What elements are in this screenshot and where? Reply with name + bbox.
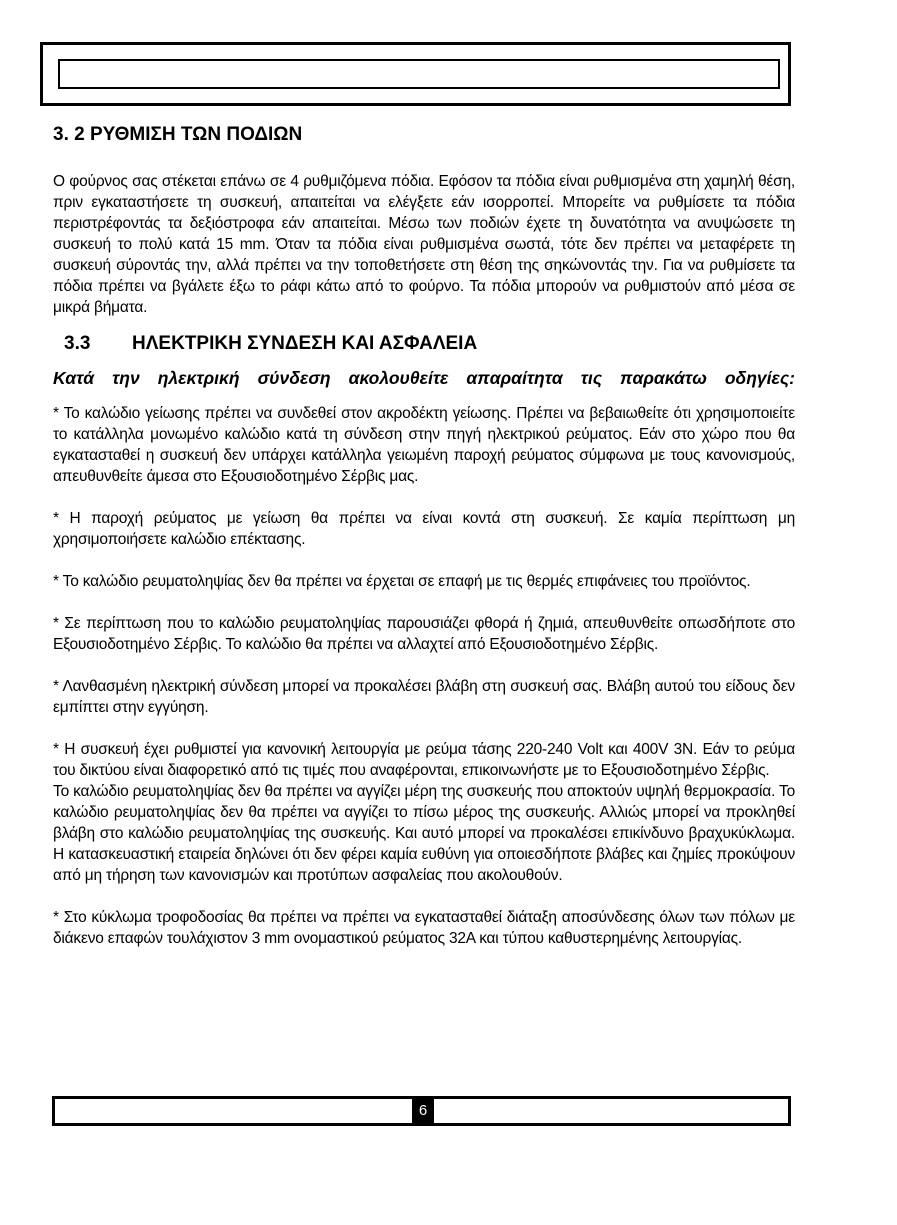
header-inner-box xyxy=(58,59,780,89)
section-3-2-heading: 3. 2 ΡΥΘΜΙΣΗ ΤΩΝ ΠΟΔΙΩΝ xyxy=(53,124,303,145)
paragraph-grounding: * Το καλώδιο γείωσης πρέπει να συνδεθεί στον ακροδέκτη γείωσης. Πρέπει να βεβαιωθείτε ότι χρησιμοποιείτε το κατάλληλα μονωμένο καλώδιο κατά τη σύνδεση στην πηγή ηλεκτρικού ρεύματος. Εάν στο χώρο που θα εγκατασταθεί η συσκευή δεν υπάρχει κατάλληλα γειωμένη παροχή ρεύματος σύμφωνα με τους κανονισμούς, απευθυνθείτε άμεσα στο Εξουσιοδοτημένο Σέρβις μας. xyxy=(53,405,795,485)
paragraph-cable-contact: Το καλώδιο ρευματοληψίας δεν θα πρέπει να αγγίζει μέρη της συσκευής που αποκτούν υψηλή θερμοκρασία. Το καλώδιο ρευματοληψίας δεν θα πρέπει να αγγίζει το πίσω μέρος της συσκευής. Αλλιώς μπορεί να προκληθεί βλάβη στο καλώδιο ρευματοληψίας της συσκευής. Και αυτό μπορεί να προκαλέσει επικίνδυνο βραχυκύκλωμα. Η κατασκευαστική εταιρεία δηλώνει ότι δεν φέρει καμία ευθύνη για οποιεσδήποτε βλάβες και ζημίες προκύψουν από μη τήρηση των κανονισμών και προτύπων ασφαλείας που ακολουθούν. xyxy=(53,783,795,884)
page-number: 6 xyxy=(412,1098,434,1124)
paragraph-hot-surfaces: * Το καλώδιο ρευματοληψίας δεν θα πρέπει να έρχεται σε επαφή με τις θερμές επιφάνειες του προϊόντος. xyxy=(53,573,751,590)
paragraph-disconnect-device: * Στο κύκλωμα τροφοδοσίας θα πρέπει να πρέπει να εγκατασταθεί διάταξη αποσύνδεσης όλων των πόλων με διάκενο επαφών τουλάχιστον 3 mm ονομαστικού ρεύματος 32A και τύπου καθυστερημένης λειτουργίας. xyxy=(53,909,795,947)
paragraph-warranty: * Λανθασμένη ηλεκτρική σύνδεση μπορεί να προκαλέσει βλάβη στη συσκευή σας. Βλάβη αυτού του είδους δεν εμπίπτει στην εγγύηση. xyxy=(53,678,795,716)
section-3-3-number: 3.3 xyxy=(64,333,91,354)
paragraph-voltage: * Η συσκευή έχει ρυθμιστεί για κανονική λειτουργία με ρεύμα τάσης 220-240 Volt και 400V 3N. Εάν το ρεύμα του δικτύου είναι διαφορετικό από τις τιμές που αναφέρονται, επικοινωνήστε με το Εξουσιοδοτημένο Σέρβις. xyxy=(53,741,795,779)
section-3-3-lead: Κατά την ηλεκτρική σύνδεση ακολουθείτε απαραίτητα τις παρακάτω οδηγίες: xyxy=(53,368,795,388)
footer-bar xyxy=(52,1096,791,1126)
section-3-2-body: Ο φούρνος σας στέκεται επάνω σε 4 ρυθμιζόμενα πόδια. Εφόσον τα πόδια είναι ρυθμισμένα στη χαμηλή θέση, πριν εγκαταστήσετε τη συσκευή, απαιτείται να ελέγξετε εάν ισορροπεί. Μπορείτε να ρυθμίσετε τα πόδια περιστρέφοντάς τα δεξιόστροφα εάν απαιτείται. Μέσω των ποδιών έχετε τη δυνατότητα να ανυψώσετε τη συσκευή το πολύ κατά 15 mm. Όταν τα πόδια είναι ρυθμισμένα σωστά, τότε δεν πρέπει να μεταφέρετε τη συσκευή σύροντάς την, αλλά πρέπει να την τοποθετήσετε στη θέση της σηκώνοντάς την. Για να ρυθμίσετε τα πόδια πρέπει να βγάλετε έξω το ράφι κάτω από το φούρνο. Τα πόδια μπορούν να ρυθμιστούν από μέσα σε μικρά βήματα. xyxy=(53,173,795,316)
header-frame xyxy=(40,42,791,106)
paragraph-earthed-supply: * Η παροχή ρεύματος με γείωση θα πρέπει να είναι κοντά στη συσκευή. Σε καμία περίπτωση μη χρησιμοποιήσετε καλώδιο επέκτασης. xyxy=(53,510,795,548)
section-3-3-title: ΗΛΕΚΤΡΙΚΗ ΣΥΝΔΕΣΗ ΚΑΙ ΑΣΦΑΛΕΙΑ xyxy=(132,333,478,354)
paragraph-damaged-cable: * Σε περίπτωση που το καλώδιο ρευματοληψίας παρουσιάζει φθορά ή ζημιά, απευθυνθείτε οπωσδήποτε στο Εξουσιοδοτημένο Σέρβις. Το καλώδιο θα πρέπει να αλλαχτεί από Εξουσιοδοτημένο Σέρβις. xyxy=(53,615,795,653)
section-3-3-heading xyxy=(53,332,795,356)
page-content xyxy=(53,120,795,949)
